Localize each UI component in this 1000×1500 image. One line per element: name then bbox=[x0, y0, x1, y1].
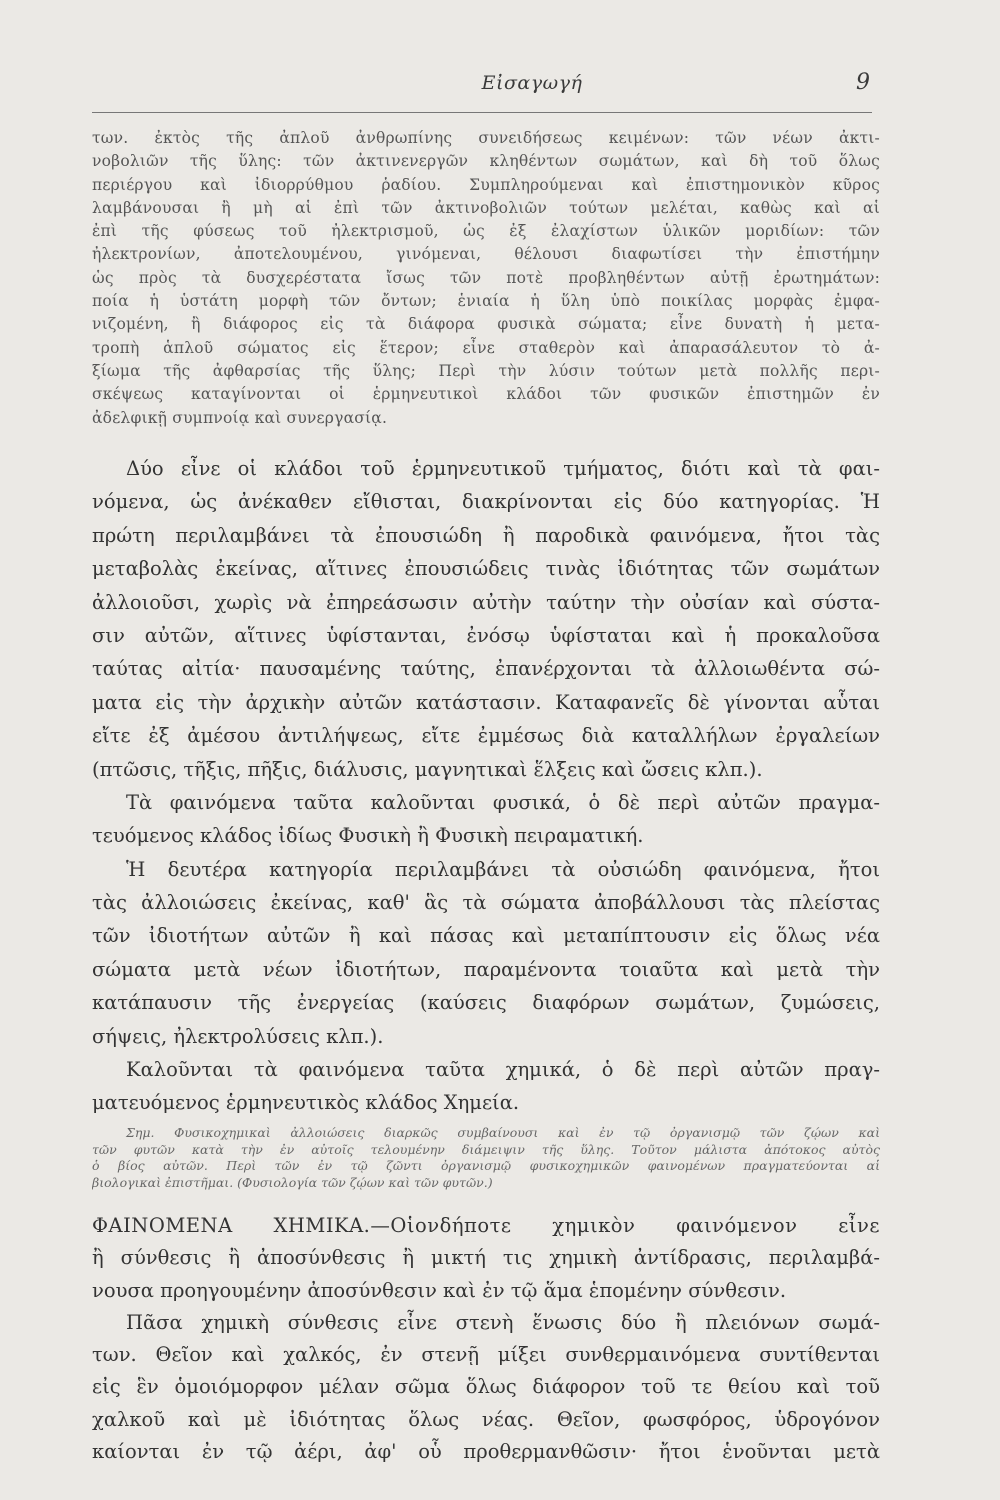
text-line: νιζομένη, ἢ διάφορος εἰς τὰ διάφορα φυσικὰ σώματα; εἶνε δυνατὴ ἡ μετα- bbox=[92, 315, 880, 334]
text-line: ποία ἡ ὑστάτη μορφὴ τῶν ὄντων; ἑνιαία ἡ ὕλη ὑπὸ ποικίλας μορφὰς ἐμφα- bbox=[92, 292, 880, 311]
running-title: Εἰσαγωγή bbox=[481, 72, 583, 94]
text-line: περιέργου καὶ ἰδιορρύθμου ῥαδίου. Συμπληρούμεναι καὶ ἐπιστημονικὸν κῦρος bbox=[92, 175, 880, 194]
text-line: ὡς πρὸς τὰ δυσχερέστατα ἴσως τῶν ποτὲ προβληθέντων αὐτῇ ἐρωτημάτων: bbox=[92, 268, 880, 287]
main-text-block bbox=[92, 452, 880, 1120]
text-line: τροπὴ ἁπλοῦ σώματος εἰς ἕτερον; εἶνε σταθερὸν καὶ ἀπαρασάλευτον τὸ ἀ- bbox=[92, 338, 880, 357]
text-line: ἀδελφικῇ συμπνοίᾳ καὶ συνεργασίᾳ. bbox=[92, 408, 388, 427]
note-block bbox=[92, 1125, 880, 1191]
text-line: χαλκοῦ καὶ μὲ ἰδιότητας ὅλως νέας. Θεῖον, φωσφόρος, ὑδρογόνον bbox=[92, 1407, 880, 1431]
text-line: ἀλλοιοῦσι, χωρὶς νὰ ἐπηρεάσωσιν αὐτὴν ταύτην τὴν οὐσίαν καὶ σύστα- bbox=[92, 590, 880, 614]
text-line: νουσα προηγουμένην ἀποσύνθεσιν καὶ ἐν τῷ ἅμα ἑπομένην σύνθεσιν. bbox=[92, 1278, 787, 1302]
text-line: τὰς ἀλλοιώσεις ἐκείνας, καθ' ἃς τὰ σώματα ἀποβάλλουσι τὰς πλείστας bbox=[92, 891, 880, 915]
section-heading-line: ΦΑΙΝΟΜΕΝΑ ΧΗΜΙΚΑ.—Οἱονδήποτε χημικὸν φαινόμενον εἶνε bbox=[92, 1214, 880, 1237]
text-line: εἰς ἓν ὁμοιόμορφον μέλαν σῶμα ὅλως διάφορον τοῦ τε θείου καὶ τοῦ bbox=[92, 1375, 880, 1399]
small-print-block bbox=[92, 127, 880, 430]
text-line: ἢ σύνθεσις ἢ ἀποσύνθεσις ἢ μικτή τις χημικὴ ἀντίδρασις, περιλαμβά- bbox=[92, 1246, 880, 1270]
text-line: τῶν ἰδιοτήτων αὐτῶν ἢ καὶ πάσας καὶ μεταπίπτουσιν εἰς ὅλως νέα bbox=[92, 924, 880, 948]
note-line: τῶν φυτῶν κατὰ τὴν ἐν αὐτοῖς τελουμένην διάμειψιν τῆς ὕλης. Τοῦτον μάλιστα ἀπότοκος αὐτὸς bbox=[92, 1141, 880, 1157]
text-line: νόμενα, ὡς ἀνέκαθεν εἴθισται, διακρίνονται εἰς δύο κατηγορίας. Ἡ bbox=[92, 490, 880, 514]
text-line: πρώτη περιλαμβάνει τὰ ἐπουσιώδη ἢ παροδικὰ φαινόμενα, ἤτοι τὰς bbox=[92, 523, 880, 547]
text-line: κατάπαυσιν τῆς ἐνεργείας (καύσεις διαφόρων σωμάτων, ζυμώσεις, bbox=[92, 991, 880, 1015]
text-line: καίονται ἐν τῷ ἀέρι, ἀφ' οὗ προθερμανθῶσιν· ἤτοι ἑνοῦνται μετὰ bbox=[92, 1440, 880, 1464]
page-number: 9 bbox=[856, 70, 870, 95]
text-line: ματευόμενος ἑρμηνευτικὸς κλάδος Χημεία. bbox=[92, 1091, 520, 1115]
text-line: σήψεις, ἠλεκτρολύσεις κλπ.). bbox=[92, 1024, 384, 1048]
note-line: ὁ βίος αὐτῶν. Περὶ τῶν ἐν τῷ ζῶντι ὀργανισμῷ φυσικοχημικῶν φαινομένων πραγματεύονται αἱ bbox=[92, 1158, 880, 1173]
text-line: τευόμενος κλάδος ἰδίως Φυσικὴ ἢ Φυσικὴ πειραματική. bbox=[92, 824, 644, 848]
paragraph-start-line: Καλοῦνται τὰ φαινόμενα ταῦτα χημικά, ὁ δὲ περὶ αὐτῶν πραγ- bbox=[126, 1058, 880, 1082]
page-header bbox=[92, 70, 872, 106]
paragraph-start-line: Ἡ δευτέρα κατηγορία περιλαμβάνει τὰ οὐσιώδη φαινόμενα, ἤτοι bbox=[126, 857, 880, 881]
text-line: σκέψεως καταγίνονται οἱ ἑρμηνευτικοὶ κλάδοι τῶν φυσικῶν ἐπιστημῶν ἐν bbox=[92, 385, 880, 404]
text-line: ἠλεκτρονίων, ἀποτελουμένου, γινόμεναι, θέλουσι διαφωτίσει τὴν ἐπιστήμην bbox=[92, 245, 880, 264]
text-line: ξίωμα τῆς ἀφθαρσίας τῆς ὕλης; Περὶ τὴν λύσιν τούτων μετὰ πολλῆς περι- bbox=[92, 361, 880, 380]
text-line: ταύτας αἰτία· παυσαμένης ταύτης, ἐπανέρχονται τὰ ἀλλοιωθέντα σώ- bbox=[92, 657, 880, 681]
text-line: σώματα μετὰ νέων ἰδιοτήτων, παραμένοντα τοιαῦτα καὶ μετὰ τὴν bbox=[92, 957, 880, 981]
text-line: ἐπὶ τῆς φύσεως τοῦ ἠλεκτρισμοῦ, ὡς ἐξ ἐλαχίστων ὑλικῶν μοριδίων: τῶν bbox=[92, 222, 880, 241]
text-line: εἴτε ἐξ ἀμέσου ἀντιλήψεως, εἴτε ἐμμέσως διὰ καταλλήλων ἐργαλείων bbox=[92, 724, 880, 748]
text-line: νοβολιῶν τῆς ὕλης: τῶν ἀκτινενεργῶν κληθέντων σωμάτων, καὶ δὴ τοῦ ὅλως bbox=[92, 152, 880, 171]
note-line: βιολογικαὶ ἐπιστῆμαι. (Φυσιολογία τῶν ζῴων καὶ τῶν φυτῶν.) bbox=[92, 1174, 493, 1190]
paragraph-start-line: Τὰ φαινόμενα ταῦτα καλοῦνται φυσικά, ὁ δὲ περὶ αὐτῶν πραγμα- bbox=[126, 790, 880, 814]
text-line: λαμβάνουσαι ἢ μὴ αἱ ἐπὶ τῶν ἀκτινοβολιῶν τούτων μελέται, καθὼς καὶ αἱ bbox=[92, 198, 880, 217]
text-line: μεταβολὰς ἐκείνας, αἵτινες ἐπουσιώδεις τινὰς ἰδιότητας τῶν σωμάτων bbox=[92, 557, 880, 581]
text-line: των. ἐκτὸς τῆς ἀπλοῦ ἀνθρωπίνης συνειδήσεως κειμένων: τῶν νέων ἀκτι- bbox=[92, 129, 880, 147]
text-line: σιν αὐτῶν, αἵτινες ὑφίστανται, ἐνόσῳ ὑφίσταται καὶ ἡ προκαλοῦσα bbox=[92, 623, 880, 647]
note-line: Σημ. Φυσικοχημικαὶ ἀλλοιώσεις διαρκῶς συμβαίνουσι καὶ ἐν τῷ ὀργανισμῷ τῶν ζῴων καὶ bbox=[126, 1125, 880, 1140]
header-rule bbox=[92, 112, 872, 113]
text-line: ματα εἰς τὴν ἀρχικὴν αὐτῶν κατάστασιν. Καταφανεῖς δὲ γίνονται αὗται bbox=[92, 690, 880, 714]
paragraph-start-line: Δύο εἶνε οἱ κλάδοι τοῦ ἑρμηνευτικοῦ τμήματος, διότι καὶ τὰ φαι- bbox=[126, 457, 880, 480]
section-chemical-phenomena bbox=[92, 1210, 880, 1468]
paragraph-start-line: Πᾶσα χημικὴ σύνθεσις εἶνε στενὴ ἕνωσις δύο ἢ πλειόνων σωμά- bbox=[126, 1310, 880, 1334]
text-line: των. Θεῖον καὶ χαλκός, ἐν στενῇ μίξει συνθερμαινόμενα συντίθενται bbox=[92, 1343, 880, 1367]
text-line: (πτῶσις, τῆξις, πῆξις, διάλυσις, μαγνητικαὶ ἕλξεις καὶ ὤσεις κλπ.). bbox=[92, 757, 763, 781]
